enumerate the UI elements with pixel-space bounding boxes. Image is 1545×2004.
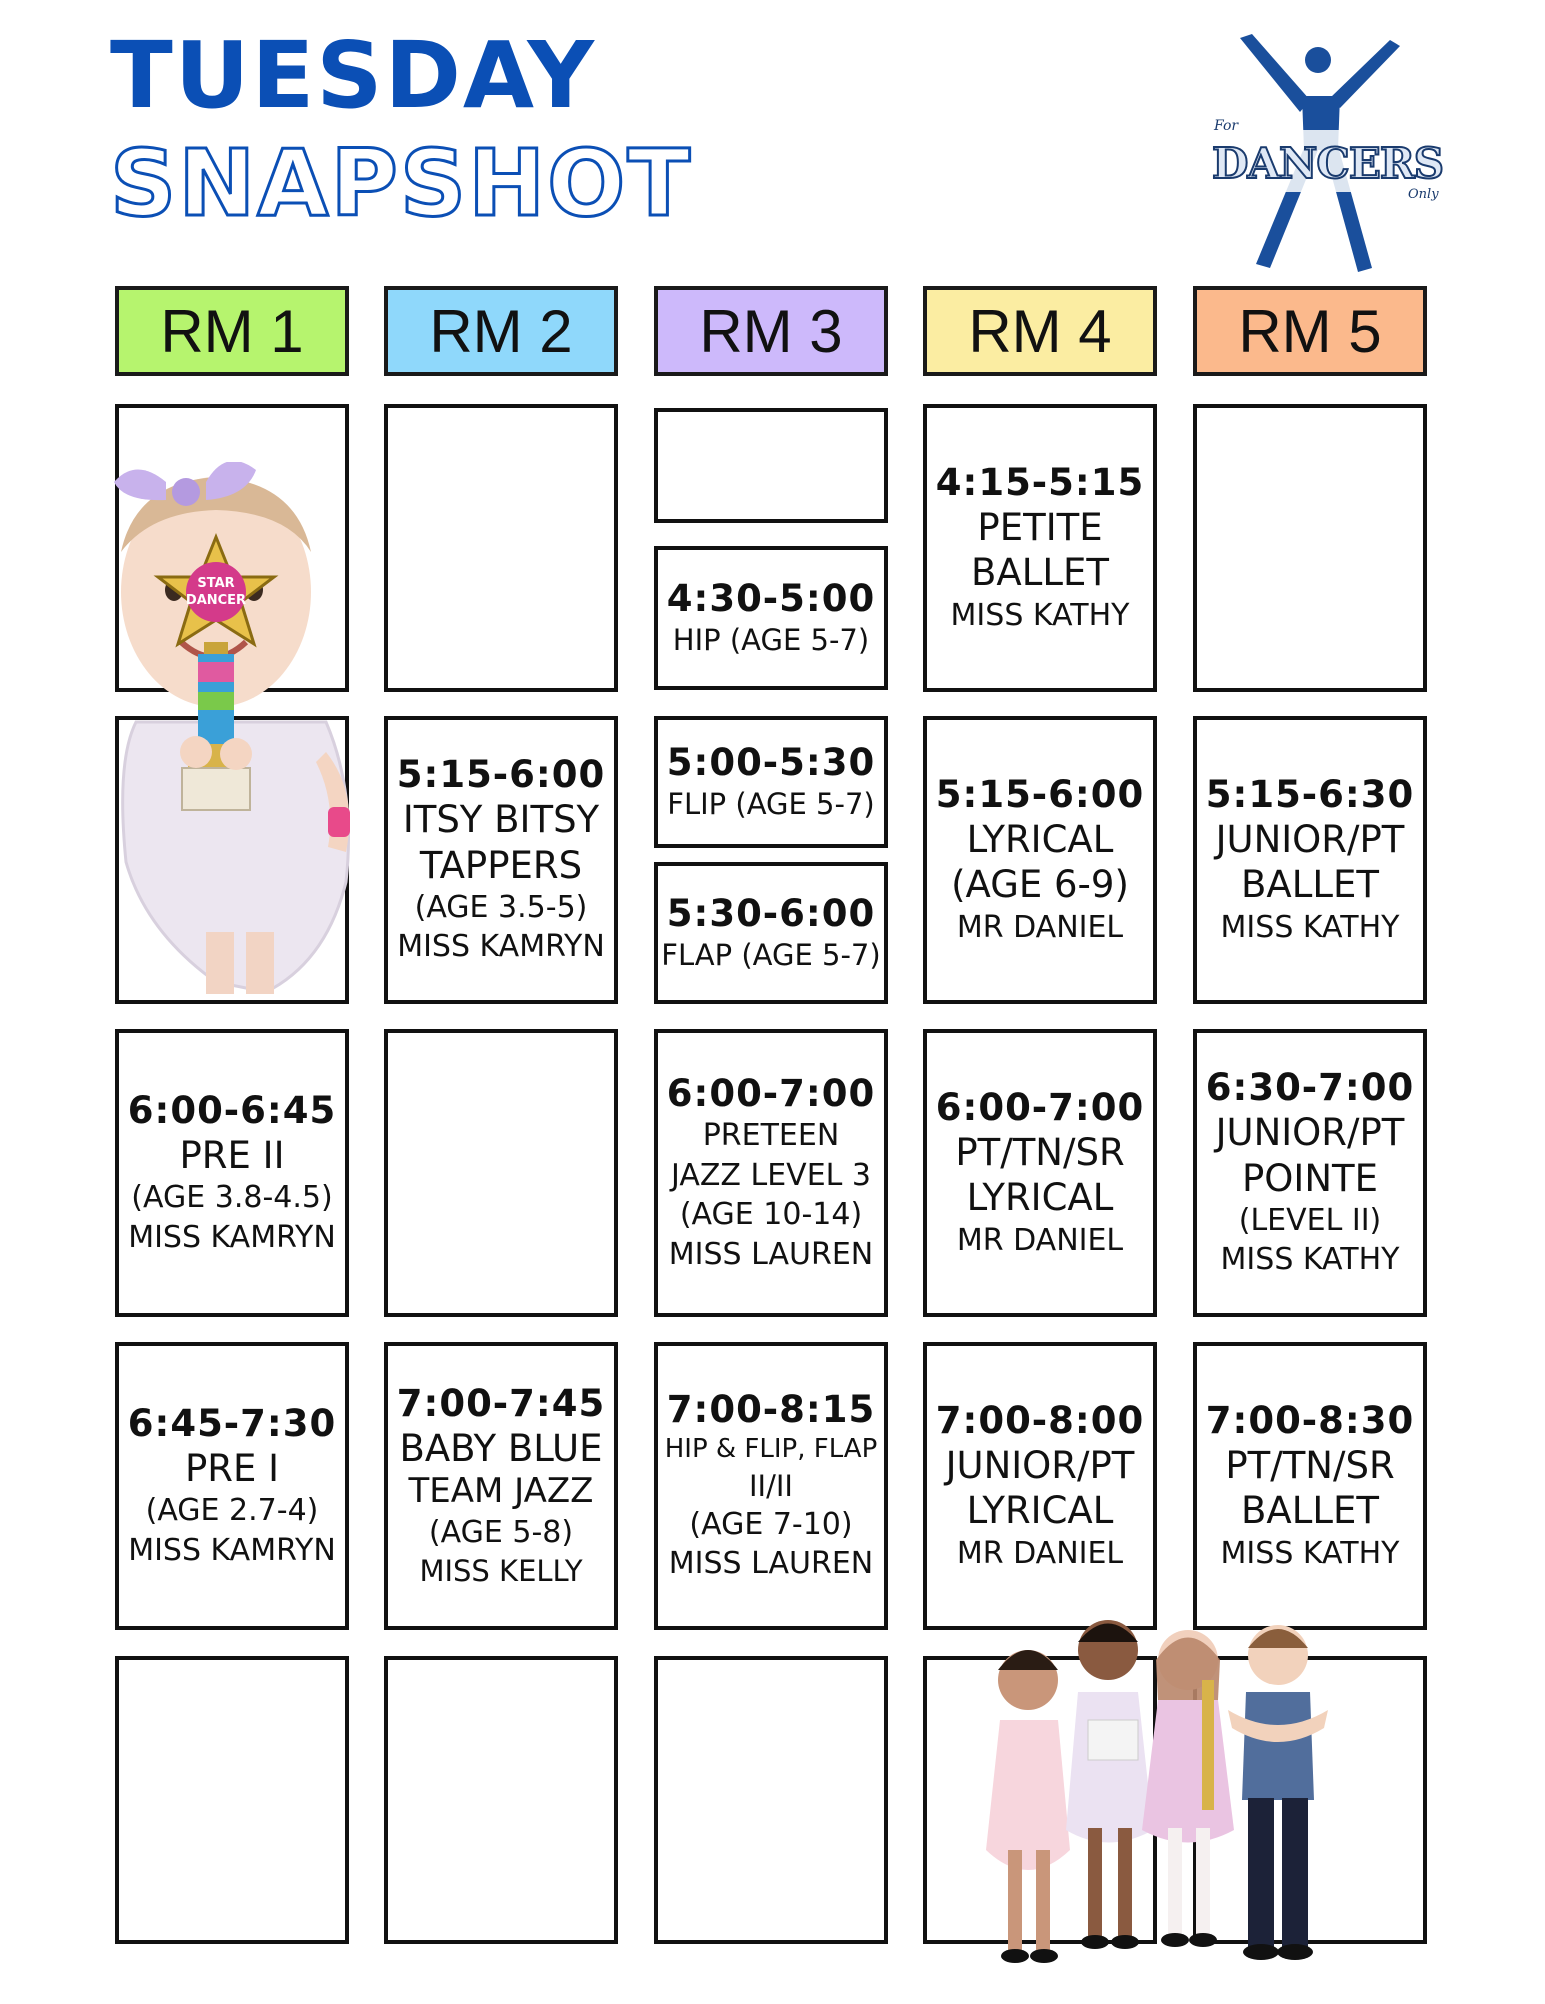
class-time: 6:45-7:30 xyxy=(127,1401,337,1445)
class-rm4-lyrical xyxy=(923,716,1157,1004)
slot-rm2-r1 xyxy=(384,404,618,692)
slot-rm5-r1 xyxy=(1193,404,1427,692)
class-rm3-flip xyxy=(654,716,888,848)
class-name-line2: LYRICAL xyxy=(966,1176,1114,1220)
class-name: HIP (AGE 5-7) xyxy=(672,623,870,658)
class-instructor: MISS KATHY xyxy=(1220,909,1400,945)
class-age: (AGE 3.8-4.5) xyxy=(131,1180,333,1216)
class-name: PRE II xyxy=(179,1134,285,1178)
class-age: (AGE 3.5-5) xyxy=(414,889,588,925)
for-dancers-only-logo xyxy=(1200,30,1450,275)
four-children-photo xyxy=(978,1600,1398,2000)
class-time: 5:15-6:00 xyxy=(396,753,606,797)
class-name-line1: ITSY BITSY xyxy=(402,798,600,842)
room-header-rm4: RM 4 xyxy=(923,286,1157,376)
class-name: FLIP (AGE 5-7) xyxy=(667,787,875,822)
class-rm5-junior-pt-pointe xyxy=(1193,1029,1427,1317)
class-instructor: MISS LAUREN xyxy=(668,1546,874,1582)
room-header-rm5: RM 5 xyxy=(1193,286,1427,376)
class-time: 7:00-8:00 xyxy=(935,1398,1145,1442)
class-name-line2: JAZZ LEVEL 3 xyxy=(671,1157,871,1193)
slot-rm2-r5 xyxy=(384,1656,618,1944)
class-name-line1: PRETEEN xyxy=(702,1118,840,1153)
class-name-line1: PETITE xyxy=(977,506,1103,550)
class-name-line1: PT/TN/SR xyxy=(1225,1444,1395,1488)
class-name: PRE I xyxy=(184,1447,280,1491)
class-rm5-pt-tn-sr-ballet xyxy=(1193,1342,1427,1630)
class-rm4-junior-pt-lyrical xyxy=(923,1342,1157,1630)
class-age: (AGE 10-14) xyxy=(679,1197,863,1233)
class-instructor: MISS KATHY xyxy=(950,597,1130,633)
class-name-line1: HIP & FLIP, FLAP xyxy=(664,1434,878,1465)
class-name-line1: LYRICAL xyxy=(966,818,1114,862)
class-name-line1: JUNIOR/PT xyxy=(945,1444,1135,1488)
trophy-badge-line2: DANCER xyxy=(185,593,247,608)
class-name-line2: II/II xyxy=(749,1468,793,1503)
class-instructor: MISS KAMRYN xyxy=(397,929,605,965)
logo-prefix: For xyxy=(1214,118,1239,134)
class-name-line2: POINTE xyxy=(1241,1156,1378,1200)
class-time: 7:00-7:45 xyxy=(396,1381,606,1425)
class-name-line1: JUNIOR/PT xyxy=(1215,1111,1405,1155)
class-instructor: MISS KATHY xyxy=(1220,1535,1400,1571)
logo-main: DANCERS xyxy=(1212,139,1444,188)
class-time: 7:00-8:15 xyxy=(666,1387,876,1431)
class-time: 7:00-8:30 xyxy=(1205,1398,1415,1442)
class-time: 4:30-5:00 xyxy=(666,576,876,620)
slot-rm3-r5 xyxy=(654,1656,888,1944)
class-rm2-baby-blue-team-jazz xyxy=(384,1342,618,1630)
class-instructor: MR DANIEL xyxy=(956,1222,1124,1258)
class-name-line2: TEAM JAZZ xyxy=(408,1471,594,1512)
class-time: 6:00-6:45 xyxy=(127,1088,337,1132)
page-title-line1: TUESDAY xyxy=(110,22,596,129)
slot-rm3-r1a xyxy=(654,408,888,523)
class-name-line2: BALLET xyxy=(1241,863,1379,907)
room-header-rm1: RM 1 xyxy=(115,286,349,376)
class-level: (LEVEL II) xyxy=(1238,1202,1382,1238)
class-rm4-petite-ballet xyxy=(923,404,1157,692)
trophy-badge-line1: STAR xyxy=(197,576,235,591)
class-name-line2: TAPPERS xyxy=(419,843,583,887)
class-time: 5:15-6:00 xyxy=(935,772,1145,816)
class-rm3-hip xyxy=(654,546,888,690)
class-name-line2: BALLET xyxy=(971,551,1109,595)
class-time: 5:15-6:30 xyxy=(1205,772,1415,816)
dancer-figure-icon xyxy=(1200,30,1450,275)
page-title-line2: SNAPSHOT xyxy=(110,130,693,237)
class-name-line1: JUNIOR/PT xyxy=(1215,818,1405,862)
class-name-line1: BABY BLUE xyxy=(399,1426,603,1470)
class-instructor: MISS KELLY xyxy=(419,1554,583,1589)
class-instructor: MISS KAMRYN xyxy=(128,1532,336,1568)
class-time: 5:00-5:30 xyxy=(666,740,876,784)
slot-rm1-r5 xyxy=(115,1656,349,1944)
class-time: 6:00-7:00 xyxy=(666,1071,876,1115)
class-age: (AGE 5-8) xyxy=(428,1514,574,1550)
room-header-rm3: RM 3 xyxy=(654,286,888,376)
class-name-line2: (AGE 6-9) xyxy=(951,863,1129,907)
class-instructor: MR DANIEL xyxy=(956,1535,1124,1571)
class-time: 5:30-6:00 xyxy=(666,891,876,935)
class-name-line2: LYRICAL xyxy=(966,1489,1114,1533)
class-time: 6:00-7:00 xyxy=(935,1085,1145,1129)
class-rm1-pre-ii xyxy=(115,1029,349,1317)
class-name-line2: BALLET xyxy=(1241,1489,1379,1533)
class-age: (AGE 2.7-4) xyxy=(145,1493,319,1529)
class-instructor: MISS KAMRYN xyxy=(128,1219,336,1255)
class-instructor: MISS KATHY xyxy=(1220,1242,1400,1278)
class-instructor: MISS LAUREN xyxy=(668,1236,874,1272)
class-age: (AGE 7-10) xyxy=(689,1506,853,1542)
class-rm1-pre-i xyxy=(115,1342,349,1630)
class-rm3-preteen-jazz xyxy=(654,1029,888,1317)
room-header-rm2: RM 2 xyxy=(384,286,618,376)
slot-rm2-r3 xyxy=(384,1029,618,1317)
logo-suffix: Only xyxy=(1408,187,1439,202)
class-instructor: MR DANIEL xyxy=(956,909,1124,945)
class-rm5-junior-pt-ballet xyxy=(1193,716,1427,1004)
class-time: 4:15-5:15 xyxy=(935,460,1145,504)
class-name-line1: PT/TN/SR xyxy=(955,1131,1125,1175)
class-name: FLAP (AGE 5-7) xyxy=(661,938,881,973)
class-time: 6:30-7:00 xyxy=(1205,1066,1415,1110)
class-rm3-flap xyxy=(654,862,888,1004)
class-rm2-itsy-bitsy-tappers xyxy=(384,716,618,1004)
girl-with-trophy-photo xyxy=(96,462,366,1002)
class-rm3-hip-flip-flap xyxy=(654,1342,888,1630)
class-rm4-pt-tn-sr-lyrical xyxy=(923,1029,1157,1317)
